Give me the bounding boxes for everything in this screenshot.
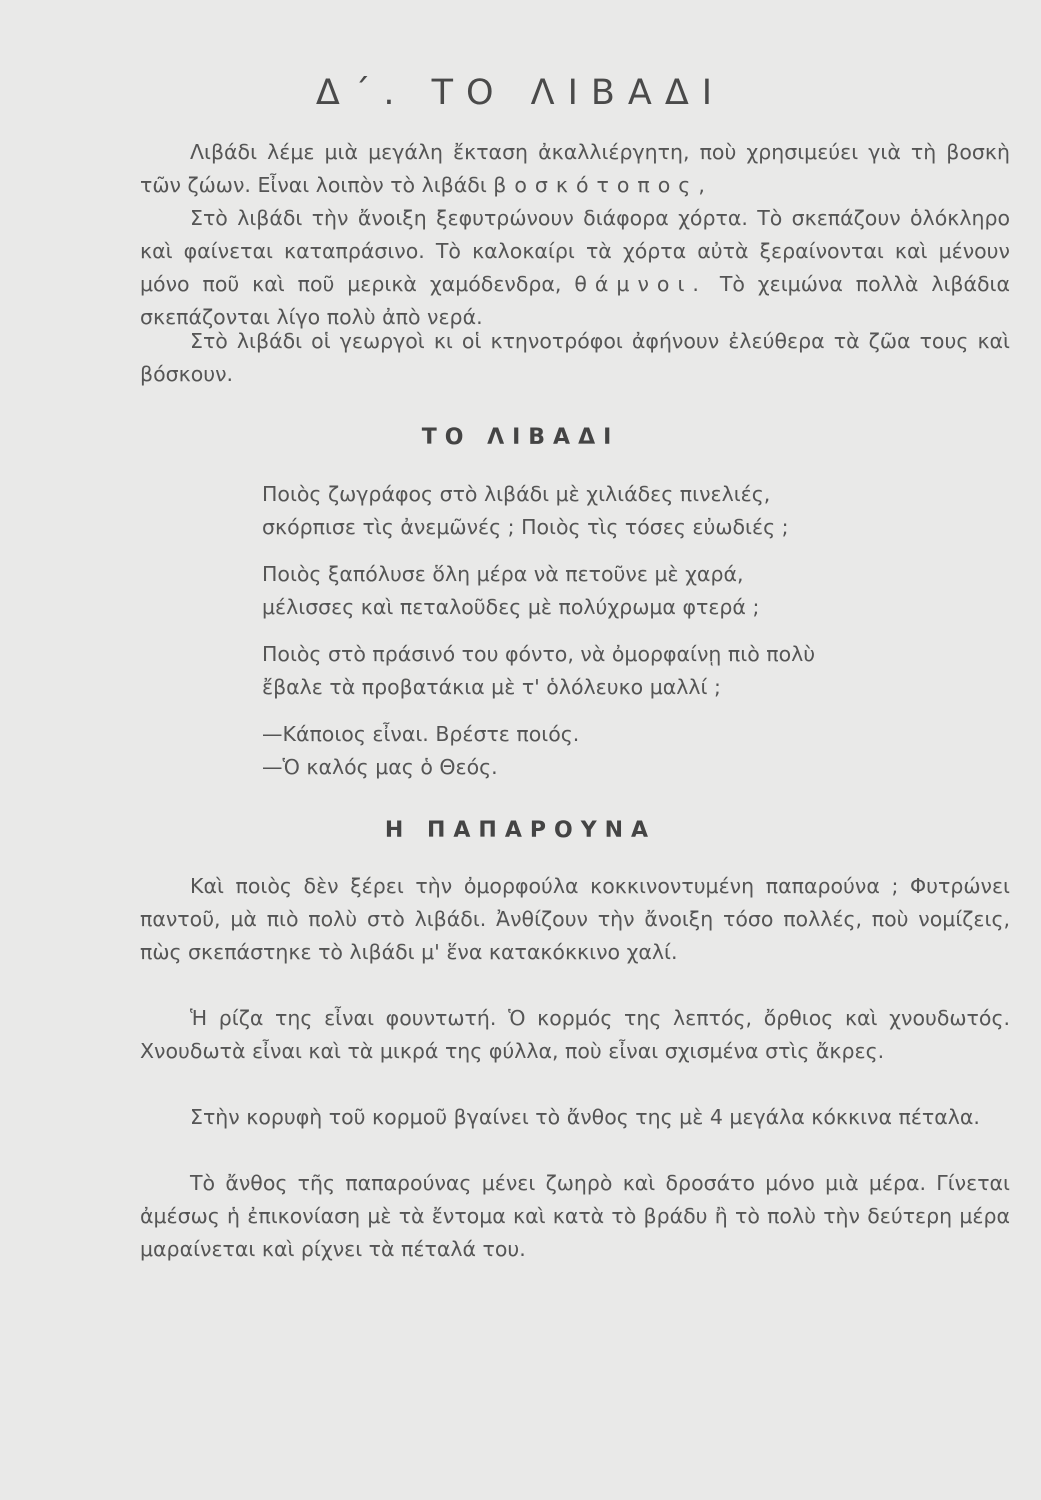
poem-line: Ποιὸς στὸ πράσινό του φόντο, νὰ ὀμορφαίνῃ πιὸ πολὺ bbox=[262, 642, 816, 666]
poem-stanza bbox=[262, 558, 962, 624]
poem-line: Ποιὸς ζωγράφος στὸ λιβάδι μὲ χιλιάδες πινελιές, bbox=[262, 482, 771, 506]
poppy-paragraph-1 bbox=[140, 870, 1010, 969]
poppy-title: Η ΠΑΠΑΡΟΥΝΑ bbox=[384, 818, 657, 843]
poem-line: σκόρπισε τὶς ἀνεμῶνές ; Ποιὸς τὶς τόσες εὐωδιές ; bbox=[262, 515, 789, 539]
poem-line: ἔβαλε τὰ προβατάκια μὲ τ' ὁλόλευκο μαλλί ; bbox=[262, 675, 721, 699]
poem-stanza bbox=[262, 638, 962, 704]
intro-p1-text: Λιβάδι λέμε μιὰ μεγάλη ἔκταση ἀκαλλιέργητη, ποὺ χρησιμεύει γιὰ τὴ βοσκὴ τῶν ζώων. Εἶναι λοιπὸν τὸ λιβάδι bbox=[140, 140, 1010, 197]
poppy-p4-text: Τὸ ἄνθος τῆς παπαρούνας μένει ζωηρὸ καὶ δροσάτο μόνο μιὰ μέρα. Γίνεται ἀμέσως ἡ ἐπικονίαση μὲ τὰ ἔντομα καὶ κατὰ τὸ βράδυ ἢ τὸ πολὺ τὴν δεύτερη μέρα μαραίνεται καὶ ρίχνει τὰ πέταλά του. bbox=[140, 1171, 1010, 1261]
poppy-p2-text: Ἡ ρίζα της εἶναι φουντωτή. Ὁ κορμός της λεπτός, ὄρθιος καὶ χνουδωτός. Χνουδωτὰ εἶναι καὶ τὰ μικρά της φύλλα, ποὺ εἶναι σχισμένα στὶς ἄκρες. bbox=[140, 1006, 1010, 1063]
poppy-paragraph-4 bbox=[140, 1167, 1010, 1266]
poem-stanza bbox=[262, 718, 962, 784]
poppy-p3-text: Στὴν κορυφὴ τοῦ κορμοῦ βγαίνει τὸ ἄνθος της μὲ 4 μεγάλα κόκκινα πέταλα. bbox=[190, 1105, 980, 1129]
intro-p2-spaced-term: θάμνοι. bbox=[574, 272, 707, 296]
poem-stanza bbox=[262, 478, 962, 544]
poem bbox=[262, 478, 962, 798]
poppy-paragraph-3 bbox=[140, 1101, 1010, 1134]
poppy-p1-text: Καὶ ποιὸς δὲν ξέρει τὴν ὀμορφούλα κοκκινοντυμένη παπαρούνα ; Φυτρώνει παντοῦ, μὰ πιὸ πολὺ στὸ λιβάδι. Ἀνθίζουν τὴν ἄνοιξη τόσο πολλές, ποὺ νομίζεις, πὼς σκεπάστηκε τὸ λιβάδι μ' ἕνα κατακόκκινο χαλί. bbox=[140, 874, 1010, 964]
poem-line: —Κάποιος εἶναι. Βρέστε ποιός. bbox=[262, 722, 580, 746]
intro-paragraph-3 bbox=[140, 325, 1010, 391]
poem-title: ΤΟ ΛΙΒΑΔΙ bbox=[421, 425, 620, 450]
intro-paragraph-1 bbox=[140, 136, 1010, 202]
intro-paragraph-2 bbox=[140, 202, 1010, 334]
intro-p2-text: Στὸ λιβάδι τὴν ἄνοιξη ξεφυτρώνουν διάφορα χόρτα. Τὸ σκεπάζουν ὁλόκληρο καὶ φαίνεται καταπράσινο. Τὸ καλοκαίρι τὰ χόρτα αὐτὰ ξεραίνονται καὶ μένουν μόνο ποῦ καὶ ποῦ μερικὰ χαμόδενδρα, bbox=[140, 206, 1010, 296]
poem-line: —Ὁ καλός μας ὁ Θεός. bbox=[262, 755, 498, 779]
poem-line: μέλισσες καὶ πεταλοῦδες μὲ πολύχρωμα φτερά ; bbox=[262, 595, 760, 619]
intro-p1-spaced-term: βοσκότοπος, bbox=[493, 173, 713, 197]
intro-p3-text: Στὸ λιβάδι οἱ γεωργοὶ κι οἱ κτηνοτρόφοι ἀφήνουν ἐλεύθερα τὰ ζῶα τους καὶ βόσκουν. bbox=[140, 329, 1010, 386]
poppy-paragraph-2 bbox=[140, 1002, 1010, 1068]
intro-p2-text-cont: Τὸ χειμώνα πολλὰ λιβάδια σκεπάζονται λίγο πολὺ ἀπὸ νερά. bbox=[140, 272, 1010, 329]
poem-line: Ποιὸς ξαπόλυσε ὅλη μέρα νὰ πετοῦνε μὲ χαρά, bbox=[262, 562, 744, 586]
chapter-title: Δ΄. ΤΟ ΛΙΒΑΔΙ bbox=[315, 73, 726, 113]
